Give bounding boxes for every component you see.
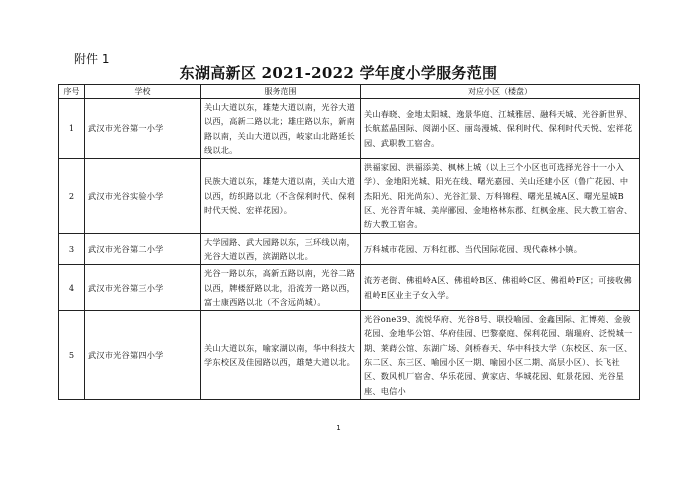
row-number: 5 xyxy=(59,311,85,400)
school-name: 武汉市光谷第二小学 xyxy=(85,233,201,265)
school-name: 武汉市光谷第四小学 xyxy=(85,311,201,400)
school-name: 武汉市光谷第三小学 xyxy=(85,265,201,311)
estate-list: 流芳老街、佛祖岭A区、佛祖岭B区、佛祖岭C区、佛祖岭F区；可接收佛祖岭E区业主子女入学。 xyxy=(361,265,640,311)
school-name: 武汉市光谷第一小学 xyxy=(85,99,201,159)
school-name: 武汉市光谷实验小学 xyxy=(85,159,201,233)
page-number: 1 xyxy=(336,424,341,432)
document-title: 东湖高新区 2021-2022 学年度小学服务范围 xyxy=(179,64,498,82)
column-header-range: 服务范围 xyxy=(201,85,361,99)
estate-list: 光谷one39、流悦华府、光谷8号、联投喻园、金鑫国际、汇博苑、金骏花园、金地华公馆、华府佳园、巴黎豪庭、保利花园、瑞瑞府、泛悦城一期、莱蒔公馆、东湖广场、剑桥春天、华中科技大学（东校区、东一区、东二区、东三区、喻园小区一期、喻园小区二期、高层小区）、长飞社区、数风机厂宿舍、华乐花园、黄家店、华城花园、虹景花园、光谷星座、电信小 xyxy=(361,311,640,400)
attachment-label: 附件 1 xyxy=(74,52,110,66)
table-row xyxy=(59,99,640,159)
table-header-row xyxy=(59,85,640,99)
row-number: 4 xyxy=(59,265,85,311)
table-row xyxy=(59,233,640,265)
column-header-school: 学校 xyxy=(85,85,201,99)
row-number: 2 xyxy=(59,159,85,233)
service-range: 关山大道以东，雄楚大道以南，光谷大道以西，高新二路以北；雄庄路以东，新南路以南，关山大道以西，岐家山北路延长线以北。 xyxy=(201,99,361,159)
row-number: 3 xyxy=(59,233,85,265)
service-range: 光谷一路以东，高新五路以南，光谷二路以西，牌楼舒路以北，沿流芳一路以西，富士康西路以北（不含远尚城）。 xyxy=(201,265,361,311)
column-header-estates: 对应小区（楼盘） xyxy=(361,85,640,99)
column-header-number: 序号 xyxy=(59,85,85,99)
estate-list: 万科城市花园、万科红郡、当代国际花园、现代森林小镇。 xyxy=(361,233,640,265)
service-range: 关山大道以东，喻家湖以南，华中科技大学东校区及佳园路以西，雄楚大道以北。 xyxy=(201,311,361,400)
table-row xyxy=(59,265,640,311)
service-range: 大学园路、武大园路以东，三环线以南，光谷大道以西，滨湖路以北。 xyxy=(201,233,361,265)
estate-list: 关山春晓、金地太阳城、逸景华庭、江城雅居、融科天城、光谷新世界、长航蓝晶国际、阅湖小区、丽岛漫城、保利时代、保利时代天悦、宏祥花园、武职教工宿舍。 xyxy=(361,99,640,159)
service-range-table xyxy=(58,84,640,400)
estate-list: 洪福家园、洪福添美、枫林上城（以上三个小区也可选择光谷十一小入学）、金地阳光城、阳光在线、曙光嘉园、关山还建小区（鲁广花园、中杰阳光、阳光尚东）、光谷汇景、万科锦程、曙光星城A区、曙光星城B区、光谷青年城、美岸郦园、金地格林东郡、红枫金座、民大教工宿舍、纺大教工宿舍。 xyxy=(361,159,640,233)
table-row xyxy=(59,159,640,233)
row-number: 1 xyxy=(59,99,85,159)
service-range: 民族大道以东，雄楚大道以南，关山大道以西，纺织路以北（不含保利时代、保利时代天悦、宏祥花园）。 xyxy=(201,159,361,233)
table-row xyxy=(59,311,640,400)
